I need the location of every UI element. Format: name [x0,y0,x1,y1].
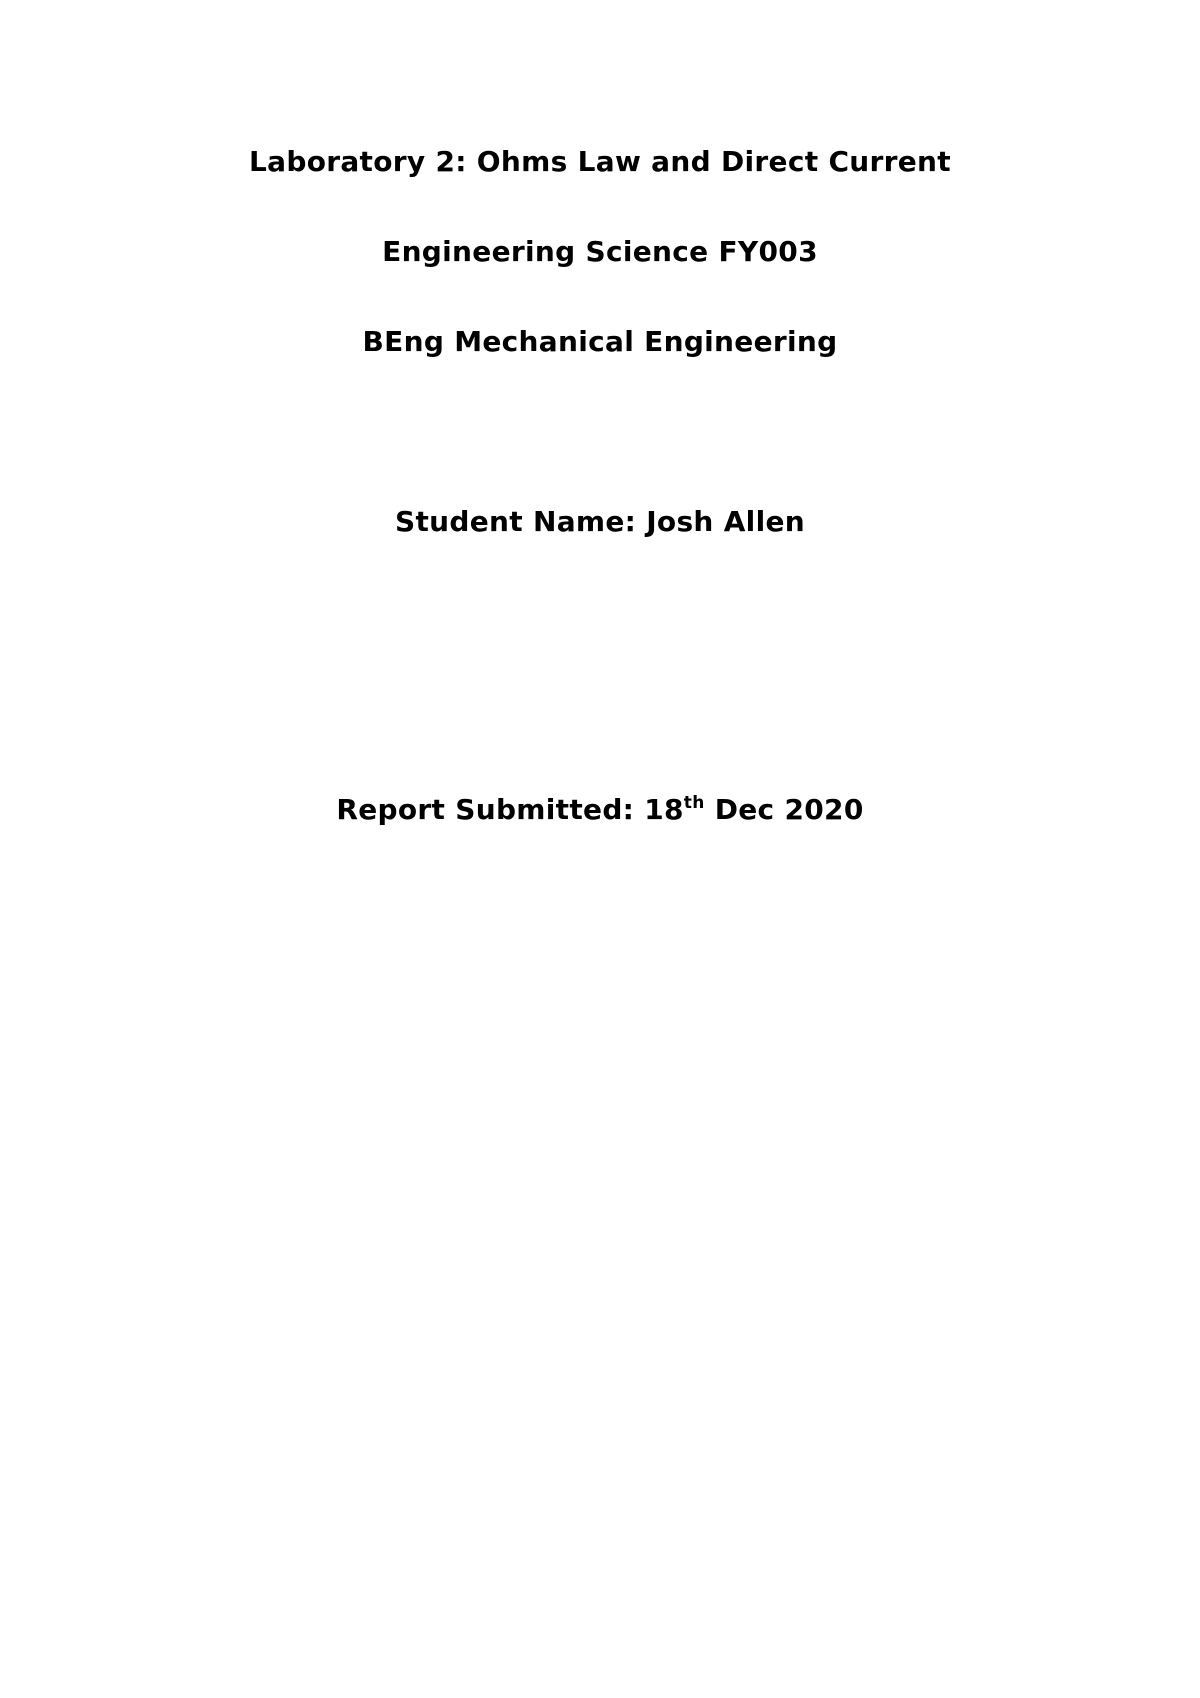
submission-date-suffix: Dec 2020 [704,793,864,826]
module-name: Engineering Science FY003 [382,235,818,268]
submission-date [0,792,1200,828]
submission-date-prefix: Report Submitted: 18 [336,793,684,826]
lab-title: Laboratory 2: Ohms Law and Direct Current [249,145,951,178]
programme-name: BEng Mechanical Engineering [362,325,838,358]
submission-date-ordinal: th [683,793,705,813]
student-name: Student Name: Josh Allen [394,505,805,538]
